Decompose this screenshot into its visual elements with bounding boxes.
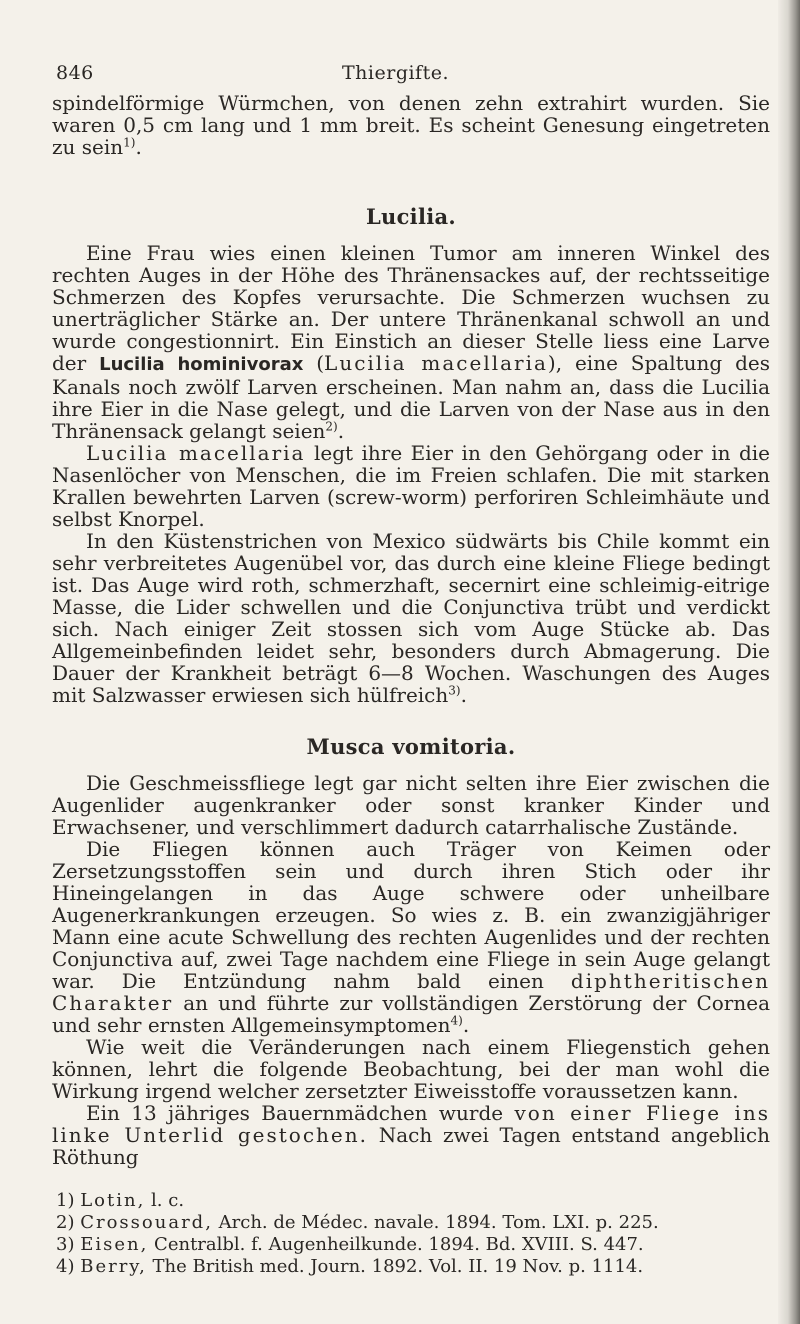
lucilia-paragraph-2: Lucilia macellaria legt ihre Eier in den Gehörgang oder in die Nasenlöcher von Menschen, die im Freien schlafen. Die mit starken Krallen bewehrten Larven (screw-worm) perforiren Schleimhäute und selbst Knorpel.	[52, 441, 770, 531]
footnote-ref-1: 1)	[123, 135, 136, 150]
lucilia-paragraph-1: Eine Frau wies einen kleinen Tumor am inneren Winkel des rechten Auges in der Höhe des Thränensackes auf, der rechtsseitige Schmerzen des Kopfes verursachte. Die Schmerzen wuchsen zu unerträglicher Stärke an. Der untere Thränenkanal schwoll an und wurde congestionnirt. Ein Einstich an dieser Stelle liess eine Larve der Lucilia hominivorax (Lucilia macellaria), eine Spaltung des Kanals noch zwölf Larven erscheinen. Man nahm an, dass die Lucilia ihre Eier in die Nase gelegt, und die Larven von der Nase aus in den Thränensack gelangt seien$^{2)}$.	[52, 241, 771, 443]
footnote: 4) Berry, The British med. Journ. 1892. Vol. II. 19 Nov. p. 1114.	[56, 1256, 644, 1277]
running-title: Thiergifte.	[342, 62, 450, 84]
species-name-macellaria: Lucilia macellaria	[324, 351, 548, 375]
lucilia-paragraph-3: In den Küstenstrichen von Mexico südwärts bis Chile kommt ein sehr verbreitetes Augenübel vor, das durch eine kleine Fliege bedingt ist. Das Auge wird roth, schmerzhaft, secernirt eine schleimig-eitrige Masse, die Lider schwellen und die Conjunctiva trübt und verdickt sich. Nach einiger Zeit stossen sich vom Auge Stücke ab. Das Allgemeinbefinden leidet sehr, besonders durch Abmagerung. Die Dauer der Krankheit beträgt 6—8 Wochen. Waschungen des Auges mit Salzwasser erwiesen sich hülfreich$^{3)}$.	[52, 529, 770, 707]
musca-paragraph-2: Die Fliegen können auch Träger von Keimen oder Zersetzungsstoffen sein und durch ihren Stich oder ihr Hineingelangen in das Auge schwere oder unheilbare Augenerkrankungen erzeugen. So wies z. B. ein zwanzigjähriger Mann eine acute Schwellung des rechten Augenlides und der rechten Conjunctiva auf, zwei Tage nachdem eine Fliege in sein Auge gelangt war. Die Entzündung nahm bald einen diphtheritischen Charakter an und führte zur vollständigen Zerstörung der Cornea und sehr ernsten Allgemeinsymptomen$^{4)}$.	[52, 837, 770, 1037]
book-page	[52, 62, 770, 1278]
book-spine-edge	[778, 0, 800, 1324]
musca-paragraph-4: Ein 13 jähriges Bauernmädchen wurde von einer Fliege ins linke Unterlid gestochen. Nach zwei Tagen entstand angeblich Röthung	[52, 1101, 771, 1169]
footnote-ref-3: 3)	[448, 683, 461, 698]
running-header	[52, 62, 770, 92]
section-heading-lucilia: Lucilia.	[365, 204, 457, 229]
species-name-hominivorax: Lucilia hominivorax	[99, 354, 304, 375]
footnote-ref-2: 2)	[325, 419, 338, 434]
section-heading-musca: Musca vomitoria.	[306, 734, 516, 759]
footnotes	[52, 1190, 770, 1278]
footnote: 3) Eisen, Centralbl. f. Augenheilkunde. 1894. Bd. XVIII. S. 447.	[56, 1234, 644, 1255]
footnote-ref-4: 4)	[450, 1013, 463, 1028]
musca-paragraph-1: Die Geschmeissfliege legt gar nicht selten ihre Eier zwischen die Augenlider augenkranker oder sonst kranker Kinder und Erwachsener, und verschlimmert dadurch catarrhalische Zustände.	[52, 771, 770, 839]
page-number: 846	[56, 62, 94, 84]
intro-paragraph: spindelförmige Würmchen, von denen zehn extrahirt wurden. Sie waren 0,5 cm lang und 1 mm breit. Es scheint Genesung eingetreten zu sein$^{1)}$.	[52, 91, 770, 159]
footnote: 2) Crossouard, Arch. de Médec. navale. 1894. Tom. LXI. p. 225.	[56, 1212, 659, 1233]
footnote: 1) Lotin, l. c.	[56, 1190, 185, 1211]
musca-paragraph-3: Wie weit die Veränderungen nach einem Fliegenstich gehen können, lehrt die folgende Beobachtung, bei der man wohl die Wirkung irgend welcher zersetzter Eiweisstoffe voraussetzen kann.	[52, 1035, 770, 1103]
